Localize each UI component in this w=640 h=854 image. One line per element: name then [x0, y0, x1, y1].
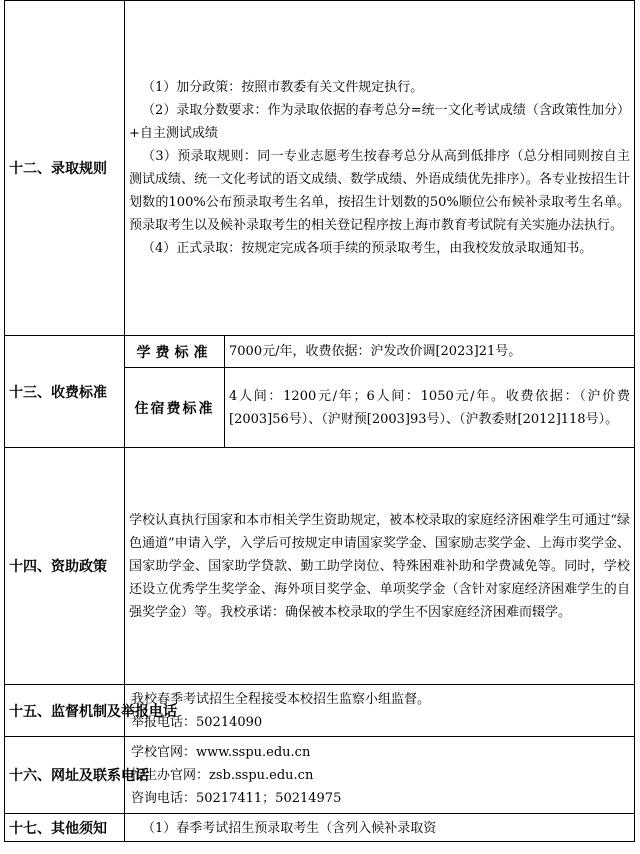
row-fee-tuition: [5, 336, 635, 368]
row-label-financial-aid: 十四、资助政策: [5, 448, 125, 685]
row-label-fee-standard: 十三、收费标准: [5, 336, 125, 448]
housing-fee-label: 住宿费标准: [125, 368, 225, 448]
inquiry-phone: 咨询电话：50217411；50214975: [131, 790, 342, 806]
report-phone: 举报电话：50214090: [131, 714, 263, 730]
supervision-statement: 我校春季考试招生全程接受本校招生监察小组监督。: [131, 691, 431, 707]
admissions-website: 招生办官网：zsb.sspu.edu.cn: [131, 767, 314, 783]
row-label-admission-rules: 十二、录取规则: [5, 1, 125, 336]
contact-content: [125, 737, 635, 814]
pre-admission-rule-paragraph: （3）预录取规则：同一专业志愿考生按春考总分从高到低排序（总分相同则按自主测试成绩、统一文化考试的语文成绩、数学成绩、外语成绩优先排序）。各专业按招生计划数的100%公布预录取考生名单，按招生计划数的50%顺位公布候补录取考生名单。预录取考生以及候补录取考生的相关登记程序按上海市教育考试院有关实施办法执行。: [129, 149, 630, 233]
row-admission-rules: [5, 1, 635, 336]
other-notes-text: （1）春季考试招生预录取考生（含列入候补录取资: [142, 820, 437, 836]
other-notes-cell: [125, 814, 635, 842]
row-supervision: [5, 685, 635, 737]
admissions-info-table: [4, 0, 635, 842]
score-requirement-paragraph: （2）录取分数要求：作为录取依据的春考总分=统一文化考试成绩（含政策性加分）+自主测试成绩: [129, 103, 630, 141]
housing-fee-text: 4人间：1200元/年；6人间：1050元/年。收费依据：（沪价费[2003]56号）、（沪财预[2003]93号）、（沪教委财[2012]118号）。: [225, 368, 635, 448]
bonus-policy-paragraph: （1）加分政策：按照市教委有关文件规定执行。: [142, 80, 424, 95]
row-other-notes: [5, 814, 635, 842]
row-financial-aid: [5, 448, 635, 685]
school-website: 学校官网：www.sspu.edu.cn: [131, 744, 311, 760]
financial-aid-text: 学校认真执行国家和本市相关学生资助规定，被本校录取的家庭经济困难学生可通过“绿色通道”申请入学，入学后可按规定申请国家奖学金、国家励志奖学金、上海市奖学金、国家助学金、国家助学贷款、勤工助学岗位、特殊困难补助和学费减免等。同时，学校还设立优秀学生奖学金、海外项目奖学金、单项奖学金（含针对家庭经济困难学生的自强奖学金）等。我校承诺：确保被本校录取的学生不因家庭经济困难而辍学。: [125, 448, 635, 685]
supervision-content: [125, 685, 635, 737]
formal-admission-paragraph: （4）正式录取：按规定完成各项手续的预录取考生，由我校发放录取通知书。: [142, 241, 593, 256]
row-label-supervision: 十五、监督机制及举报电话: [5, 685, 125, 737]
row-contact: [5, 737, 635, 814]
row-label-other-notes: 十七、其他须知: [5, 814, 125, 842]
tuition-standard-text: 7000元/年，收费依据：沪发改价调[2023]21号。: [225, 336, 635, 368]
row-label-contact: 十六、网址及联系电话: [5, 737, 125, 814]
admission-rules-content: [125, 1, 635, 336]
tuition-standard-label: 学费标准: [125, 336, 225, 368]
